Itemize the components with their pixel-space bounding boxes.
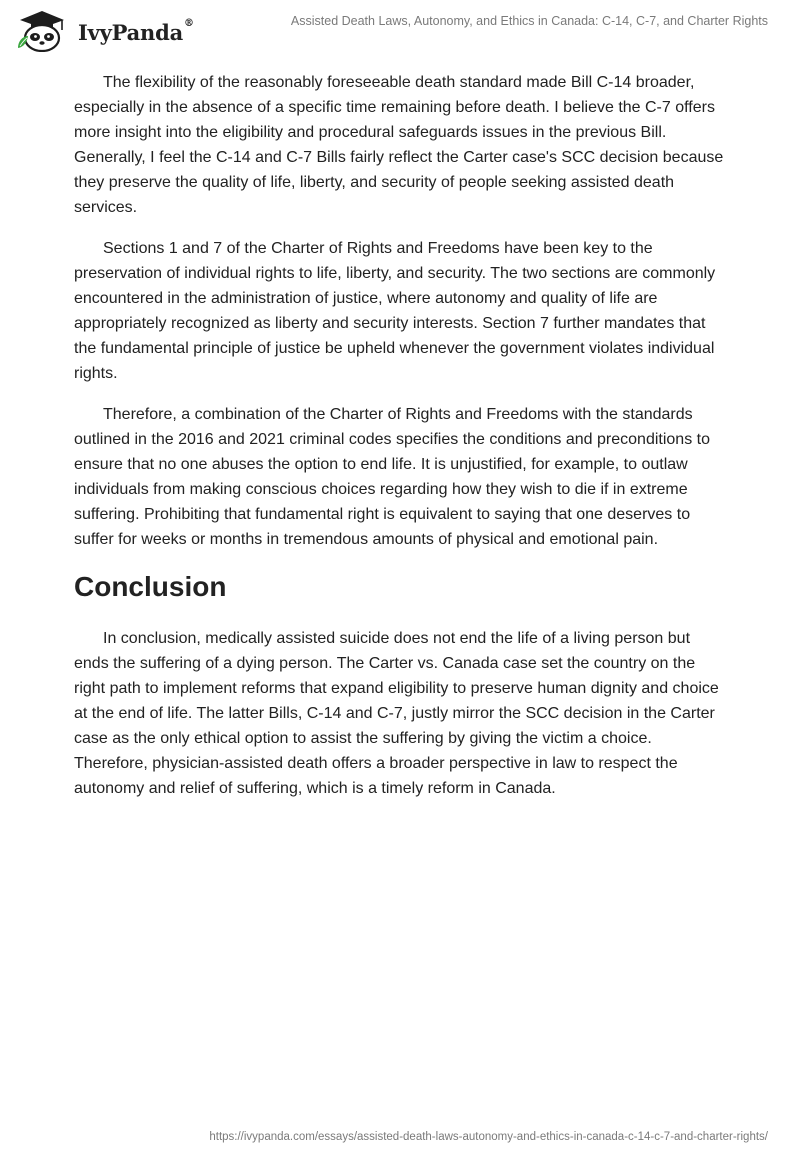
essay-content xyxy=(74,70,726,817)
page-header xyxy=(0,0,800,60)
body-paragraph: Sections 1 and 7 of the Charter of Rights and Freedoms have been key to the preservation of individual rights to life, liberty, and security. The two sections are commonly encountered in the administration of justice, where autonomy and quality of life are appropriately recognized as liberty and security interests. Section 7 further mandates that the fundamental principle of justice be upheld whenever the government violates individual rights. xyxy=(74,240,716,382)
body-paragraph: Therefore, a combination of the Charter of Rights and Freedoms with the standards outlined in the 2016 and 2021 criminal codes specifies the conditions and preconditions to ensure that no one abuses the option to end life. It is unjustified, for example, to outlaw individuals from making conscious choices regarding how they wish to die if in extreme suffering. Prohibiting that fundamental right is equivalent to saying that one deserves to suffer for weeks or months in tremendous amounts of physical and emotional pain. xyxy=(74,406,710,548)
source-url[interactable]: https://ivypanda.com/essays/assisted-death-laws-autonomy-and-ethics-in-canada-c-14-c-7-and-charter-rights/ xyxy=(209,1131,768,1143)
document-title: Assisted Death Laws, Autonomy, and Ethics in Canada: C-14, C-7, and Charter Rights xyxy=(290,14,768,28)
body-paragraph: The flexibility of the reasonably foreseeable death standard made Bill C-14 broader, especially in the absence of a specific time remaining before death. I believe the C-7 offers more insight into the eligibility and procedural safeguards issues in the previous Bill. Generally, I feel the C-14 and C-7 Bills fairly reflect the Carter case's SCC decision because they preserve the quality of life, liberty, and security of people seeking assisted death services. xyxy=(74,74,724,216)
section-heading-conclusion: Conclusion xyxy=(74,571,227,602)
registered-mark: ® xyxy=(184,18,194,29)
panda-graduation-cap-logo-icon xyxy=(14,8,72,52)
brand-name: IvyPanda® xyxy=(78,18,194,45)
ivypanda-logo[interactable] xyxy=(14,8,194,52)
conclusion-paragraph: In conclusion, medically assisted suicide does not end the life of a living person but ends the suffering of a dying person. The Carter vs. Canada case set the country on the right path to implement reforms that expand eligibility to preserve human dignity and choice at the end of life. The latter Bills, C-14 and C-7, justly mirror the SCC decision in the Carter case as the only ethical option to assist the suffering by giving the victim a choice. Therefore, physician-assisted death offers a broader perspective in law to respect the autonomy and relief of suffering, which is a timely reform in Canada. xyxy=(74,630,719,797)
